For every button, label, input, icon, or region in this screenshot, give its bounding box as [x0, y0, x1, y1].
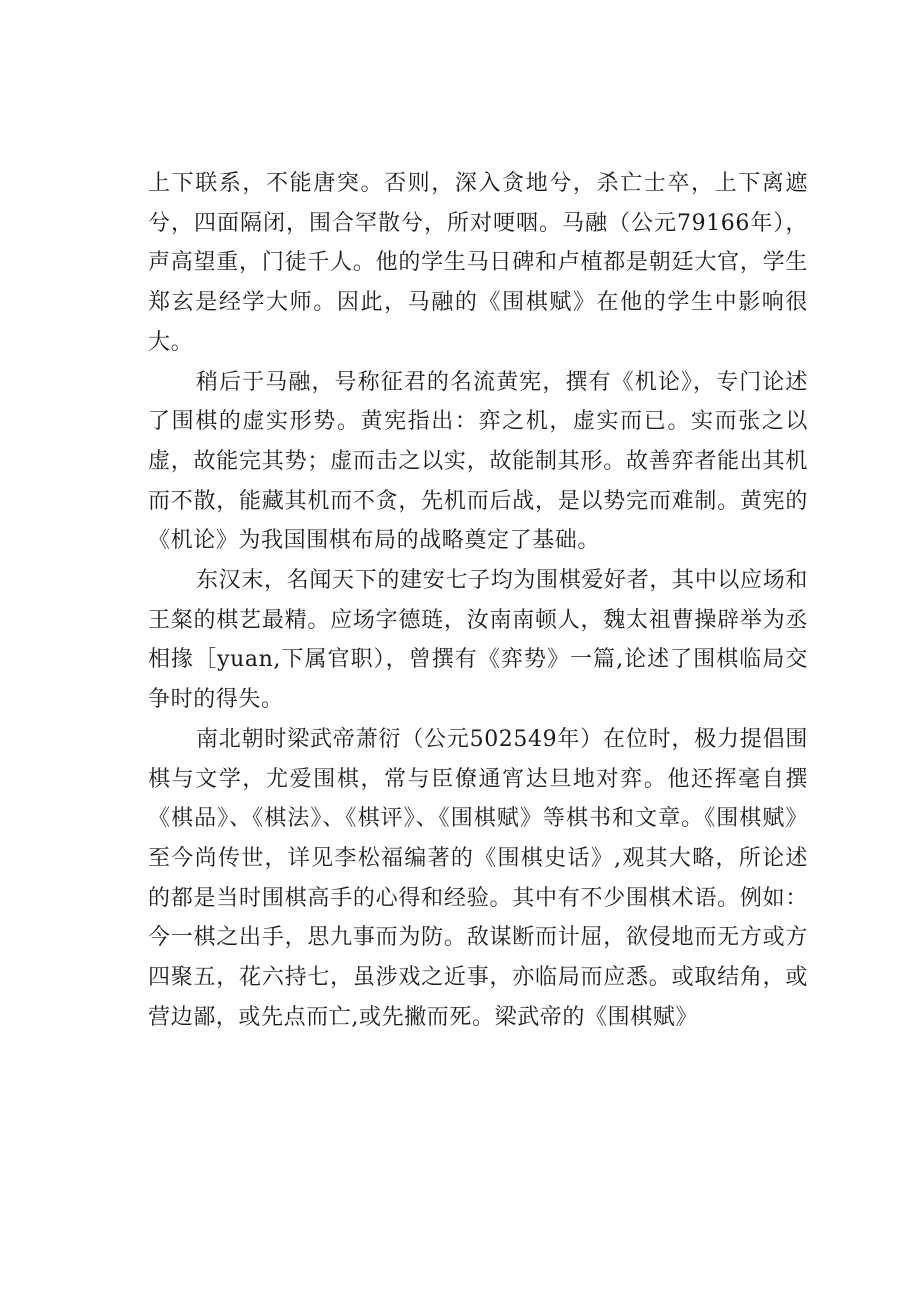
paragraph-continuation: 上下联系，不能唐突。否则，深入贪地兮，杀亡士卒，上下离遮兮，四面隔闭，围合罕散兮，所对哽咽。马融（公元79166年），声高望重，门徒千人。他的学生马日碑和卢植都是朝廷大官，学生郑玄是经学大师。因此，马融的《围棋赋》在他的学生中影响很大。	[148, 171, 808, 355]
paragraph-huang-xian: 稍后于马融，号称征君的名流黄宪，撰有《机论》，专门论述了围棋的虚实形势。黄宪指出：弈之机，虚实而已。实而张之以虚，故能完其势；虚而击之以实，故能制其形。故善弈者能出其机而不散，能藏其机而不贪，先机而后战，是以势完而难制。黄宪的《机论》为我国围棋布局的战略奠定了基础。	[148, 369, 808, 554]
document-body	[148, 164, 808, 1037]
paragraph-liang-wudi: 南北朝时梁武帝萧衍（公元502549年）在位时，极力提倡围棋与文学，尤爱围棋，常与臣僚通宵达旦地对弈。他还挥毫自撰《棋品》、《棋法》、《棋评》、《围棋赋》等棋书和文章。《围棋赋》至今尚传世，详见李松福编著的《围棋史话》,观其大略，所论述的都是当时围棋高手的心得和经验。其中有不少围棋术语。例如：今一棋之出手，思九事而为防。敌谋断而计屈，欲侵地而无方或方四聚五，花六持七，虽涉戏之近事，亦临局而应悉。或取结角，或营边鄙，或先点而亡,或先撇而死。梁武帝的《围棋赋》	[148, 726, 808, 1030]
paragraph-jian-an: 东汉末，名闻天下的建安七子均为围棋爱好者，其中以应场和王粲的棋艺最精。应场字德琏，汝南南顿人，魏太祖曹操辟举为丞相掾［yuan,下属官职），曾撰有《弈势》一篇,论述了围棋临局交争时的得失。	[148, 568, 808, 713]
